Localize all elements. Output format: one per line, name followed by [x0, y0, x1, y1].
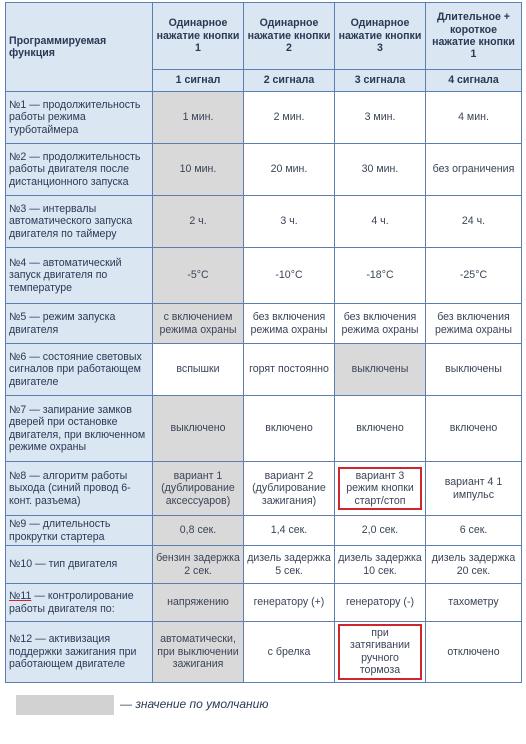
value-cell [426, 622, 522, 683]
value-cell [153, 462, 244, 516]
value-cell [244, 304, 335, 344]
function-text: №12 — активизация поддержки зажигания при работающем двигателе [9, 633, 137, 671]
value-cell [335, 344, 426, 396]
value-text: выключены [351, 363, 409, 376]
value-text: 2 мин. [273, 111, 305, 124]
value-cell [153, 92, 244, 144]
table-row [6, 546, 522, 584]
function-cell [6, 396, 153, 462]
function-cell [6, 516, 153, 546]
function-header: Программируемая функция [6, 3, 153, 92]
value-text: 30 мин. [361, 163, 399, 176]
value-text: 3 мин. [364, 111, 396, 124]
value-text: дизель задержка 5 сек. [247, 552, 331, 577]
value-cell [426, 344, 522, 396]
value-cell [426, 546, 522, 584]
value-text: 1,4 сек. [270, 524, 308, 537]
value-text: 1 мин. [182, 111, 214, 124]
value-cell [426, 144, 522, 196]
value-text: генератору (+) [253, 596, 325, 609]
value-cell [153, 144, 244, 196]
value-text: вариант 1 (дублирование аксессуаров) [161, 469, 235, 507]
legend [16, 695, 520, 715]
function-cell [6, 584, 153, 622]
value-text: выключено [170, 422, 226, 435]
value-cell [153, 622, 244, 683]
value-cell [335, 248, 426, 304]
function-cell [6, 92, 153, 144]
function-cell [6, 462, 153, 516]
value-text: с включением режима охраны [159, 311, 237, 336]
value-cell [426, 196, 522, 248]
function-cell [6, 344, 153, 396]
column-header-press-4: Длительное + короткое нажатие кнопки 1 [426, 3, 522, 70]
value-text: вариант 3 режим кнопки старт/стоп [338, 467, 422, 510]
value-text: без включения режима охраны [434, 311, 513, 336]
value-cell [335, 92, 426, 144]
column-header-signal-3: 3 сигнала [335, 70, 426, 92]
function-cell [6, 144, 153, 196]
value-text: 20 мин. [270, 163, 308, 176]
value-cell [244, 92, 335, 144]
function-cell [6, 304, 153, 344]
function-text: — контролирование работы двигателя по: [9, 590, 134, 615]
table-row [6, 304, 522, 344]
value-text: напряжению [167, 596, 229, 609]
legend-default-swatch [16, 695, 114, 715]
value-text: 6 сек. [459, 524, 488, 537]
value-cell [244, 344, 335, 396]
value-text: вспышки [176, 363, 220, 376]
function-text: №4 — автоматический запуск двигателя по температуре [9, 256, 122, 294]
value-text: включено [449, 422, 498, 435]
column-header-signal-4: 4 сигнала [426, 70, 522, 92]
table-row [6, 462, 522, 516]
table-row [6, 248, 522, 304]
value-cell [426, 396, 522, 462]
value-cell [244, 396, 335, 462]
value-cell [426, 462, 522, 516]
function-text: №5 — режим запуска двигателя [9, 311, 116, 336]
value-cell [335, 196, 426, 248]
function-text: №8 — алгоритм работы выхода (синий провод 6-конт. разъема) [9, 469, 131, 507]
value-cell [244, 196, 335, 248]
value-cell [153, 584, 244, 622]
value-text: вариант 4 1 импульс [444, 476, 503, 501]
legend-text: — значение по умолчанию [120, 697, 269, 711]
table-row [6, 622, 522, 683]
value-text: тахометру [448, 596, 499, 609]
value-cell [426, 516, 522, 546]
value-text: с брелка [267, 645, 311, 658]
value-text: дизель задержка 20 сек. [431, 552, 516, 577]
value-cell [335, 304, 426, 344]
value-cell [426, 304, 522, 344]
value-text: -25°С [459, 269, 488, 282]
value-cell [335, 546, 426, 584]
value-cell [244, 462, 335, 516]
value-text: без ограничения [432, 163, 515, 176]
value-cell [244, 516, 335, 546]
value-text: 4 мин. [458, 111, 489, 124]
value-cell [335, 144, 426, 196]
value-text: 4 ч. [371, 215, 389, 228]
value-text: дизель задержка 10 сек. [338, 552, 422, 577]
value-text: горят постоянно [249, 363, 329, 376]
value-text: генератору (-) [345, 596, 415, 609]
value-cell [153, 304, 244, 344]
value-text: без включения режима охраны [250, 311, 328, 336]
value-cell [426, 584, 522, 622]
value-text: автоматически, при выключении зажигания [157, 633, 239, 671]
value-cell [153, 196, 244, 248]
value-cell [335, 462, 426, 516]
table-row [6, 396, 522, 462]
value-cell [153, 344, 244, 396]
value-text: включено [356, 422, 404, 435]
value-cell [426, 248, 522, 304]
function-text: №9 — длительность прокрутки стартера [9, 518, 111, 543]
value-cell [244, 144, 335, 196]
table-row [6, 516, 522, 546]
value-text: при затягивании ручного тормоза [338, 624, 422, 680]
value-cell [244, 248, 335, 304]
function-text: №10 — тип двигателя [9, 558, 118, 571]
value-text: -5°С [187, 269, 209, 282]
value-text: выключены [445, 363, 502, 376]
value-cell [244, 584, 335, 622]
function-text: №7 — запирание замков дверей при остановке двигателя, при включенном режиме охраны [9, 403, 146, 453]
value-text: 10 мин. [179, 163, 217, 176]
table-row [6, 344, 522, 396]
function-cell [6, 546, 153, 584]
settings-table [5, 2, 522, 683]
value-text: -18°С [366, 269, 394, 282]
value-text: 3 ч. [280, 215, 298, 228]
value-cell [244, 546, 335, 584]
value-text: 24 ч. [461, 215, 486, 228]
value-cell [153, 248, 244, 304]
value-text: -10°С [275, 269, 303, 282]
function-text: №6 — состояние световых сигналов при работающем двигателе [9, 350, 142, 388]
function-cell [6, 248, 153, 304]
table-row [6, 92, 522, 144]
function-text: №3 — интервалы автоматического запуска двигателя по таймеру [9, 202, 133, 240]
value-cell [426, 92, 522, 144]
value-cell [335, 396, 426, 462]
value-cell [153, 516, 244, 546]
value-text: отключено [447, 645, 500, 658]
function-text: №1 — продолжительность работы режима турботаймера [9, 98, 141, 136]
column-header-press-2: Одинарное нажатие кнопки 2 [244, 3, 335, 70]
column-header-press-1: Одинарное нажатие кнопки 1 [153, 3, 244, 70]
table-row [6, 584, 522, 622]
table-row [6, 144, 522, 196]
value-text: 0,8 сек. [179, 524, 217, 537]
column-header-signal-1: 1 сигнал [153, 70, 244, 92]
function-text: №2 — продолжительность работы двигателя после дистанционного запуска [9, 150, 141, 188]
value-cell [335, 584, 426, 622]
value-text: вариант 2 (дублирование зажигания) [252, 469, 326, 507]
function-cell [6, 196, 153, 248]
value-cell [335, 622, 426, 683]
column-header-press-3: Одинарное нажатие кнопки 3 [335, 3, 426, 70]
function-number: №11 [9, 590, 32, 603]
value-cell [153, 546, 244, 584]
value-text: 2 ч. [189, 215, 207, 228]
value-cell [335, 516, 426, 546]
value-text: без включения режима охраны [341, 311, 419, 336]
column-header-signal-2: 2 сигнала [244, 70, 335, 92]
value-cell [153, 396, 244, 462]
function-cell [6, 622, 153, 683]
value-text: бензин задержка 2 сек. [156, 552, 240, 577]
value-text: включено [265, 422, 313, 435]
value-cell [244, 622, 335, 683]
value-text: 2,0 сек. [361, 524, 399, 537]
table-row [6, 196, 522, 248]
